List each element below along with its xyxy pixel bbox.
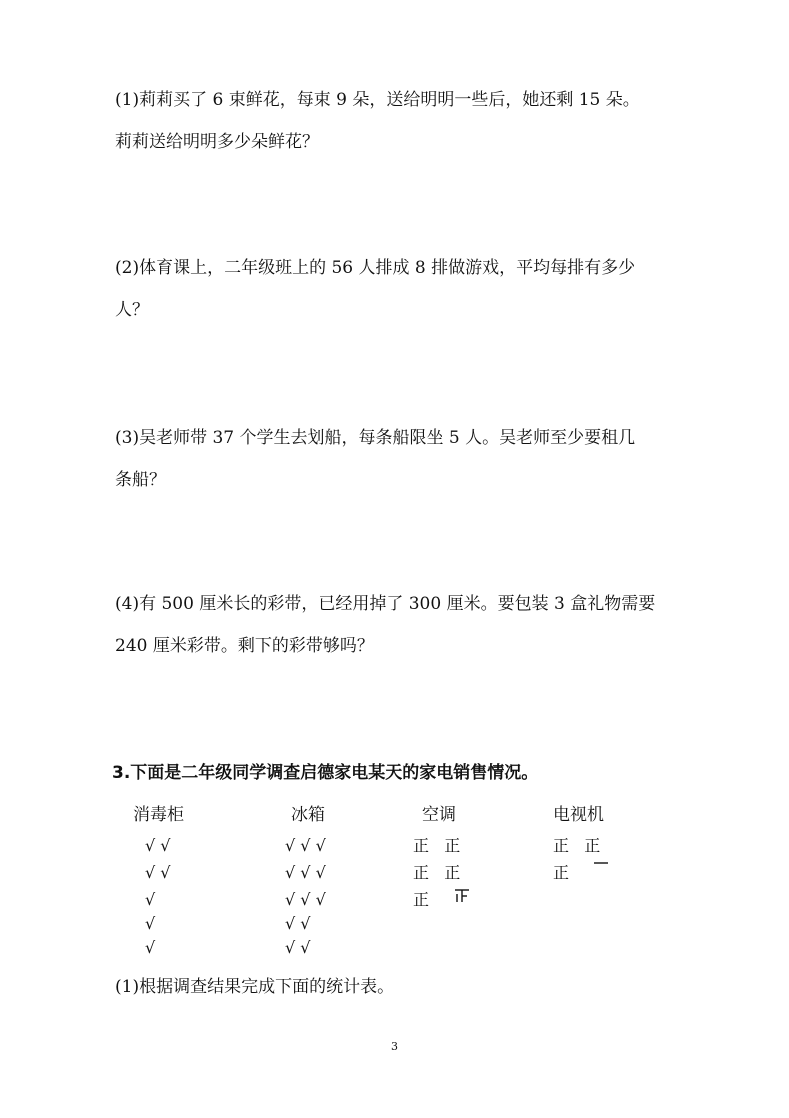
partial-zheng-1-stroke-icon <box>593 861 609 877</box>
tally-row: √ <box>145 890 156 909</box>
column-header-refrigerator: 冰箱 <box>291 805 325 825</box>
tally-row: 正 <box>553 863 570 882</box>
tally-row: √ <box>145 938 156 957</box>
tally-row: √ √ <box>285 914 311 933</box>
partial-zheng-4-strokes-icon <box>454 888 470 904</box>
tally-row: 正 正 <box>413 863 461 882</box>
tally-row: √ √ <box>145 863 171 882</box>
tally-row: √ √ √ <box>285 863 326 882</box>
problem-3-line-2: 条船？ <box>115 470 166 490</box>
tally-row: √ √ <box>145 836 171 855</box>
section-3-title: 3.下面是二年级同学调查启德家电某天的家电销售情况。 <box>112 763 539 783</box>
tally-row: 正 正 <box>553 836 601 855</box>
problem-4-line-2: 240 厘米彩带。剩下的彩带够吗？ <box>115 636 374 656</box>
problem-2-line-1: (2)体育课上，二年级班上的 56 人排成 8 排做游戏，平均每排有多少 <box>115 258 636 278</box>
page-number: 3 <box>391 1040 398 1053</box>
problem-1-line-1: (1)莉莉买了 6 束鲜花，每束 9 朵，送给明明一些后，她还剩 15 朵。 <box>115 90 640 110</box>
tally-row: √ √ <box>285 938 311 957</box>
problem-1-line-2: 莉莉送给明明多少朵鲜花？ <box>115 132 319 152</box>
problem-4-line-1: (4)有 500 厘米长的彩带，已经用掉了 300 厘米。要包装 3 盒礼物需要 <box>115 594 656 614</box>
tally-row: √ √ √ <box>285 890 326 909</box>
tally-row: 正 <box>413 890 430 909</box>
column-header-air-conditioner: 空调 <box>422 805 456 825</box>
column-header-television: 电视机 <box>553 805 604 825</box>
column-header-disinfection-cabinet: 消毒柜 <box>133 805 184 825</box>
problem-2-line-2: 人？ <box>115 300 149 320</box>
tally-row: √ <box>145 914 156 933</box>
tally-row: √ √ √ <box>285 836 326 855</box>
sub-question-1: (1)根据调查结果完成下面的统计表。 <box>115 977 395 997</box>
problem-3-line-1: (3)吴老师带 37 个学生去划船，每条船限坐 5 人。吴老师至少要租几 <box>115 428 636 448</box>
tally-row: 正 正 <box>413 836 461 855</box>
